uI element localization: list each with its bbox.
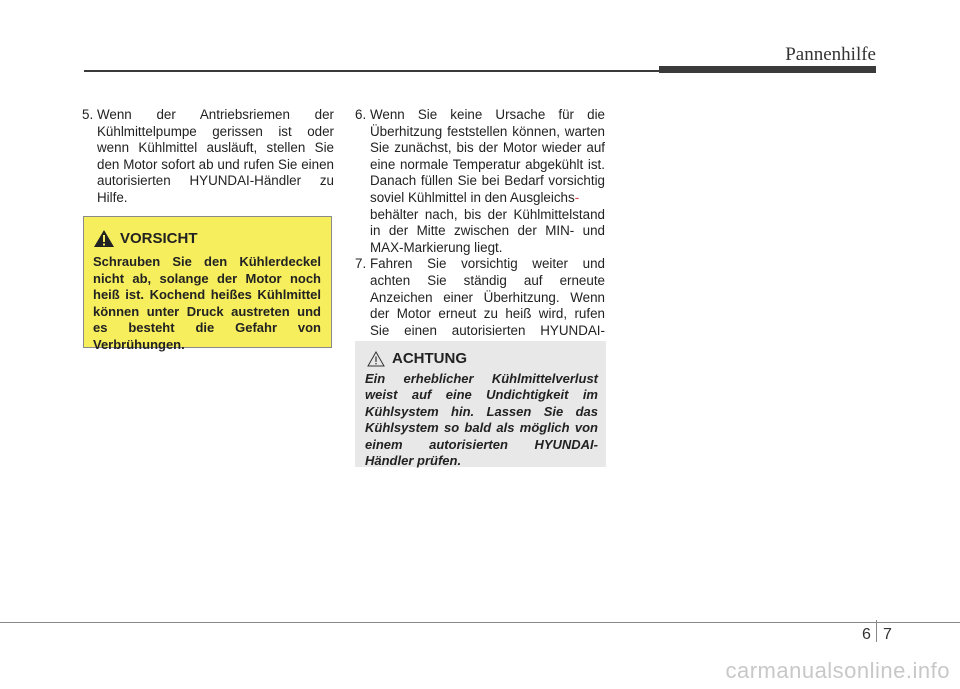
step-text: Fahren Sie vorsichtig weiter und achten Sie ständig auf erneute Anzeichen einer Überhitzung. Wenn der Motor erneut zu heiß wird, rufen Sie einen autorisierten HYUNDAI- bbox=[370, 256, 605, 338]
step-text-part: behälter nach, bis der Kühlmittelstand in der Mitte zwischen der MIN- und MAX-Markierung liegt. bbox=[370, 206, 605, 255]
step-text-part: Wenn Sie keine Ursache für die Überhitzung feststellen können, warten Sie zunächst, bis der Motor wieder auf eine normale Temperatur abgekühlt ist. Danach füllen Sie bei Bedarf vorsichtig soviel Kühlmittel in den Ausgleichs bbox=[370, 107, 605, 205]
watermark: carmanualsonline.info bbox=[725, 658, 950, 683]
warning-outline-icon bbox=[367, 351, 385, 367]
step-text bbox=[370, 107, 605, 256]
notice-header bbox=[365, 350, 598, 367]
step-number: 5. bbox=[82, 107, 94, 122]
caution-header bbox=[93, 229, 321, 248]
caution-text: Schrauben Sie den Kühlerdeckel nicht ab, solange der Motor noch heiß ist. Kochend heißes Kühlmittel können unter Druck austreten und es besteht die Gefahr von Verbrühungen. bbox=[93, 254, 321, 352]
hyphen-mark: - bbox=[574, 189, 580, 205]
step-5 bbox=[82, 107, 334, 207]
caution-title: VORSICHT bbox=[120, 230, 198, 247]
page-number-divider bbox=[876, 620, 877, 642]
footer-rule bbox=[0, 622, 960, 623]
step-number: 7. bbox=[355, 256, 367, 272]
step-text: Wenn der Antriebsriemen der Kühlmittelpumpe gerissen ist oder wenn Kühlmittel ausläuft, stellen Sie den Motor sofort ab und rufen Sie einen autorisierten HYUNDAI-Händler zu Hilfe. bbox=[97, 107, 334, 205]
chapter-number: 6 bbox=[862, 626, 871, 643]
header-rule-thin bbox=[84, 70, 659, 72]
notice-text: Ein erheblicher Kühlmittelverlust weist auf eine Undichtigkeit im Kühlsystem hin. Lassen Sie das Kühlsystem so bald als möglich von einem autorisierten HYUNDAI-Händler prüfen. bbox=[365, 371, 598, 469]
step-number: 6. bbox=[355, 107, 367, 122]
caution-box bbox=[83, 216, 332, 352]
page-number: 7 bbox=[883, 626, 892, 643]
notice-title: ACHTUNG bbox=[392, 350, 467, 367]
section-title: Pannenhilfe bbox=[785, 44, 876, 65]
left-column bbox=[82, 107, 334, 207]
right-column bbox=[355, 107, 605, 356]
header-rule-thick bbox=[659, 66, 876, 73]
warning-triangle-icon bbox=[93, 229, 115, 248]
notice-box bbox=[355, 341, 606, 467]
step-6 bbox=[355, 107, 605, 256]
